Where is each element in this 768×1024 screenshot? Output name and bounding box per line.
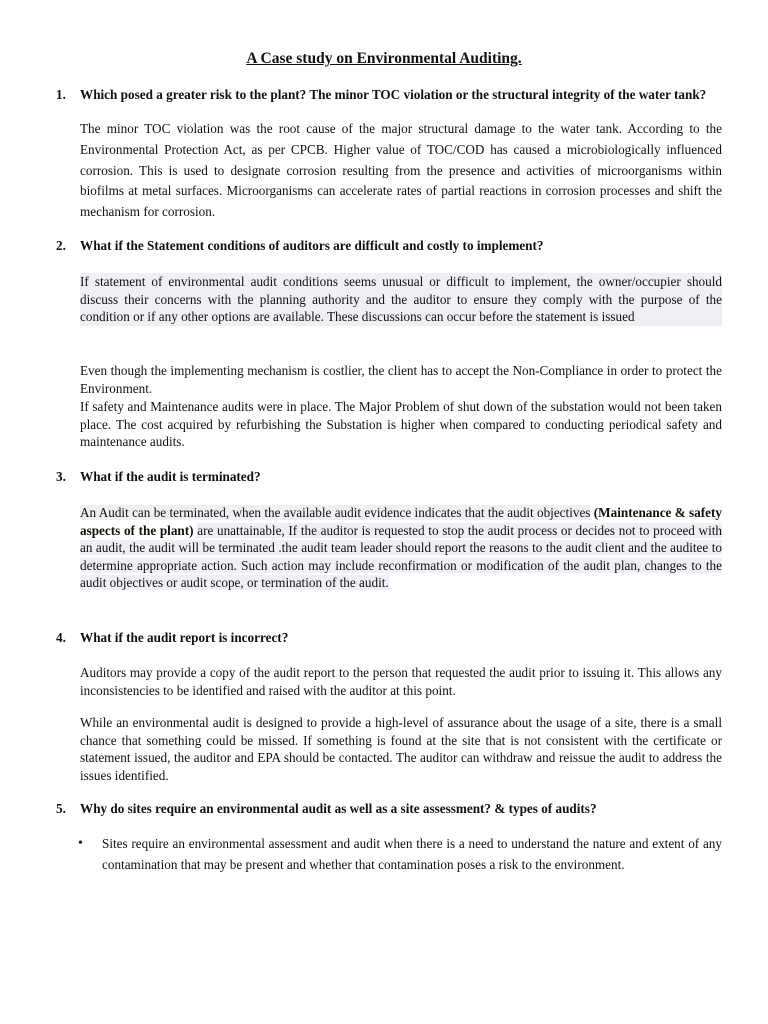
answer-2-paragraph-2: Even though the implementing mechanism is costlier, the client has to accept the Non-Compliance in order to protect the Environment.: [80, 363, 722, 396]
answer-4-paragraph-1: Auditors may provide a copy of the audit report to the person that requested the audit prior to issuing it. This allows any inconsistencies to be identified and raised with the auditor at this point.: [80, 665, 722, 698]
question-5-number: 5.: [56, 801, 66, 816]
answer-3-paragraph: [80, 504, 722, 592]
question-3-number: 3.: [56, 469, 66, 484]
answer-2-paragraph-1: If statement of environmental audit conditions seems unusual or difficult to implement, the owner/occupier should discuss their concerns with the planning authority and the auditor to ensure they comply with the purpose of the condition or if any other options are available. These discussions can occur before the statement is issued: [80, 274, 722, 325]
question-3-text: What if the audit is terminated?: [80, 469, 261, 484]
answer-2-paragraph-3: If safety and Maintenance audits were in place. The Major Problem of shut down of the substation would not been taken place. The cost acquired by refurbishing the Substation is higher when compared to conducting periodical safety and maintenance audits.: [80, 399, 722, 450]
question-5-text: Why do sites require an environmental audit as well as a site assessment? & types of audits?: [80, 801, 597, 816]
answer-3-text-start: An Audit can be terminated, when the available audit evidence indicates that the audit objectives: [80, 505, 591, 520]
question-2-number: 2.: [56, 238, 66, 253]
question-4: [56, 630, 724, 646]
question-2-text: What if the Statement conditions of auditors are difficult and costly to implement?: [80, 238, 544, 253]
question-1-number: 1.: [56, 87, 66, 102]
answer-3-text-bold: (Maintenance & safety aspects of the plant): [80, 505, 722, 538]
question-4-number: 4.: [56, 630, 66, 645]
bullet-icon: •: [78, 836, 83, 851]
question-5: [56, 801, 724, 817]
question-4-text: What if the audit report is incorrect?: [80, 630, 289, 645]
answer-1-paragraph: The minor TOC violation was the root cause of the major structural damage to the water tank. According to the Environmental Protection Act, as per CPCB. Higher value of TOC/COD has caused a microbiologically influenced corrosion. This is used to designate corrosion resulting from the presence and activities of microorganisms within biofilms at metal surfaces. Microorganisms can accelerate rates of partial reactions in corrosion processes and shift the mechanism for corrosion.: [80, 121, 722, 220]
question-1: [56, 87, 724, 103]
answer-5-bullet-1: Sites require an environmental assessment and audit when there is a need to understand the nature and extent of any contamination that may be present and whether that contamination poses a risk to the environment.: [102, 836, 722, 872]
question-2: [56, 238, 724, 254]
question-3: [56, 469, 724, 485]
document-title: A Case study on Environmental Auditing.: [246, 50, 522, 67]
answer-3-text-end: are unattainable, If the auditor is requested to stop the audit process or decides not to proceed with an audit, the audit will be terminated .the audit team leader should report the reasons to the audit client and the auditee to determine appropriate action. Such action may include reconfirmation or modification of the audit plan, changes to the audit objectives or audit scope, or termination of the audit.: [80, 522, 723, 591]
question-1-text: Which posed a greater risk to the plant? The minor TOC violation or the structural integrity of the water tank?: [80, 87, 707, 102]
answer-4-paragraph-2: While an environmental audit is designed to provide a high-level of assurance about the usage of a site, there is a small chance that something could be missed. If something is found at the site that is not consistent with the certificate or statement issued, the auditor and EPA should be contacted. The auditor can withdraw and reissue the audit to address the issues identified.: [80, 715, 722, 783]
